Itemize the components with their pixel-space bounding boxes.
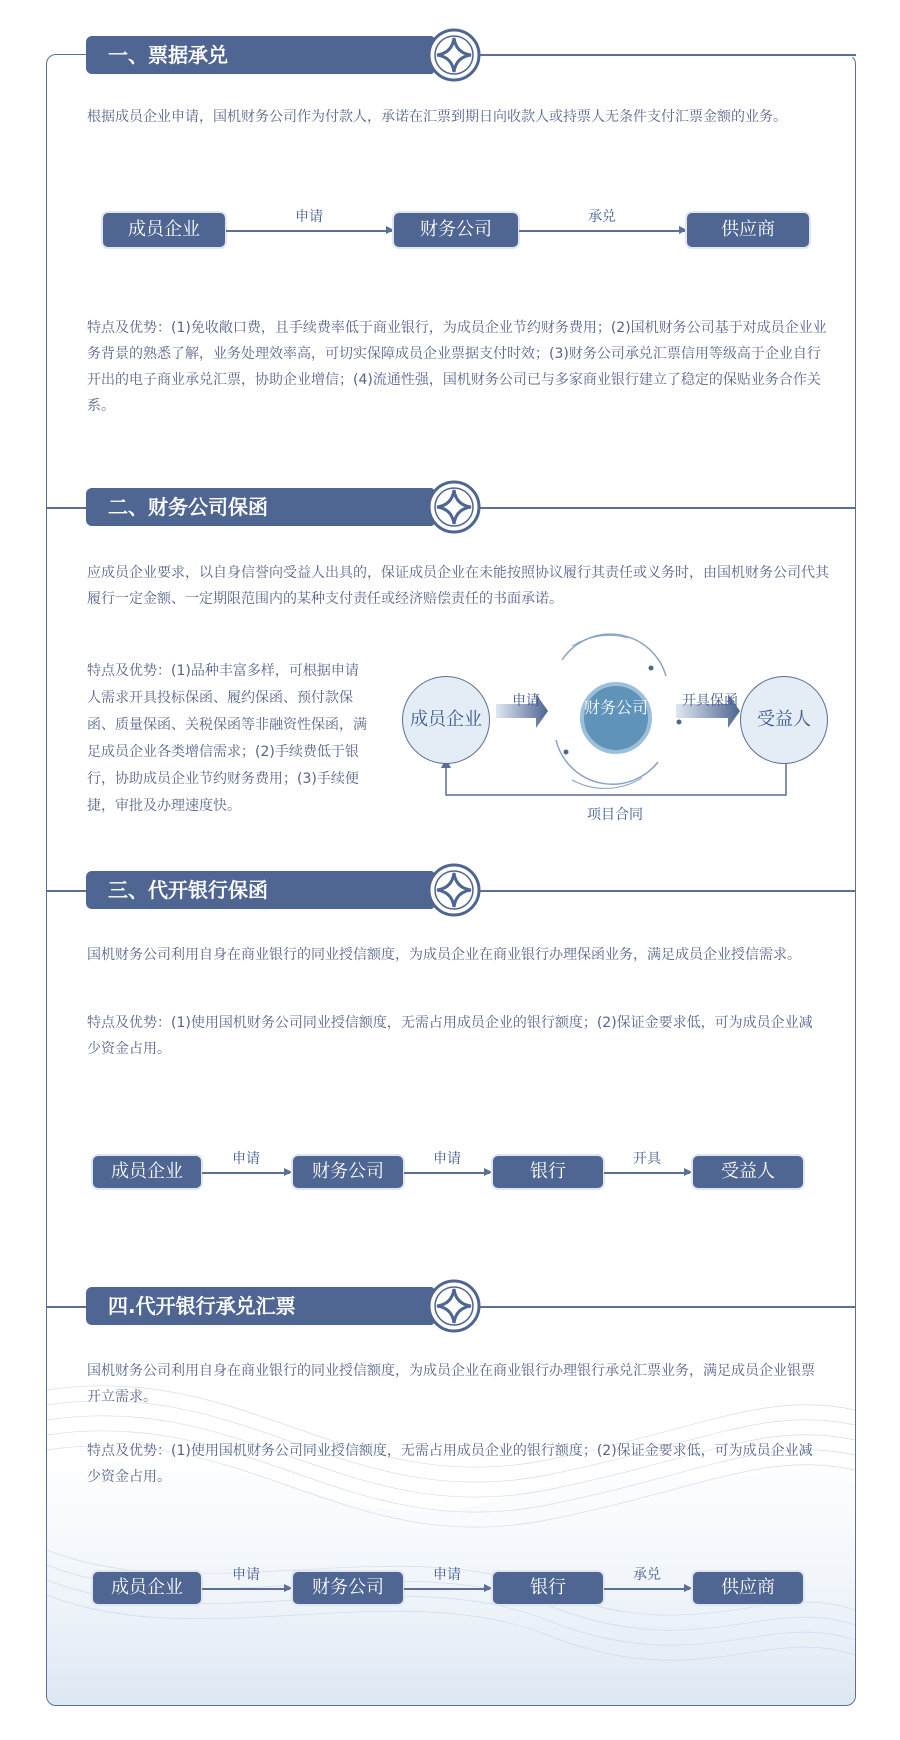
flow4-node-supplier: 供应商	[693, 1572, 803, 1604]
diagram-label-issue: 开具保函	[682, 693, 738, 709]
section3-features: 特点及优势：(1)使用国机财务公司同业授信额度，无需占用成员企业的银行额度；(2)保证金要求低，可为成员企业减少资金占用。	[87, 1015, 813, 1057]
section3-title: 三、代开银行保函	[86, 871, 432, 909]
section1-description: 根据成员企业申请，国机财务公司作为付款人，承诺在汇票到期日向收款人或持票人无条件支付汇票金额的业务。	[87, 109, 787, 125]
section2-rule-left	[46, 507, 88, 509]
section4-rule-left	[46, 1306, 88, 1308]
flow1-arrow-1	[226, 230, 392, 232]
section4-rule	[480, 1306, 856, 1308]
section4-features: 特点及优势：(1)使用国机财务公司同业授信额度，无需占用成员企业的银行额度；(2)保证金要求低，可为成员企业减少资金占用。	[87, 1443, 813, 1485]
flow3-arrow-3	[604, 1172, 690, 1174]
flow3-label-3: 开具	[633, 1151, 661, 1167]
flow3-arrow-1	[202, 1172, 290, 1174]
flow4-label-3: 承兑	[633, 1567, 661, 1583]
diagram-node-member: 成员企业	[402, 676, 490, 764]
flow3-node-bank: 银行	[493, 1156, 603, 1188]
section1-features: 特点及优势：(1)免收敞口费，且手续费率低于商业银行，为成员企业节约财务费用；(2)国机财务公司基于对成员企业业务背景的熟悉了解，业务处理效率高，可切实保障成员企业票据支付时效；(3)财务公司承兑汇票信用等级高于企业自行开出的电子商业承兑汇票，协助企业增信；(4)流通性强，国机财务公司已与多家商业银行建立了稳定的保贴业务合作关系。	[87, 320, 827, 414]
section4-title: 四.代开银行承兑汇票	[86, 1287, 432, 1325]
section2-features: 特点及优势：(1)品种丰富多样，可根据申请人需求开具投标保函、履约保函、预付款保函、质量保函、关税保函等非融资性保函，满足成员企业各类增信需求；(2)手续费低于银行，协助成员企业节约财务费用；(3)手续便捷，审批及办理速度快。	[87, 663, 367, 814]
diagram-node-finance: 财务公司	[580, 682, 652, 754]
section1-rule	[480, 54, 856, 56]
section3-rule	[480, 890, 856, 892]
flow4-node-member: 成员企业	[93, 1572, 201, 1604]
emblem-icon	[427, 863, 481, 917]
flow1-node-finance: 财务公司	[394, 213, 518, 247]
diagram-label-apply: 申请	[512, 693, 540, 709]
section2-rule	[480, 507, 856, 509]
flow4-node-finance: 财务公司	[293, 1572, 403, 1604]
flow3-label-1: 申请	[232, 1151, 260, 1167]
emblem-icon	[427, 1279, 481, 1333]
diagram-label-contract: 项目合同	[587, 807, 643, 823]
flow3-node-finance: 财务公司	[293, 1156, 403, 1188]
diagram-node-beneficiary: 受益人	[740, 676, 828, 764]
section2-title: 二、财务公司保函	[86, 488, 432, 526]
flow4-arrow-1	[202, 1588, 290, 1590]
flow3-label-2: 申请	[433, 1151, 461, 1167]
flow4-label-1: 申请	[232, 1567, 260, 1583]
flow3-node-beneficiary: 受益人	[693, 1156, 803, 1188]
flow3-node-member: 成员企业	[93, 1156, 201, 1188]
flow1-node-member: 成员企业	[103, 213, 225, 247]
flow4-arrow-3	[604, 1588, 690, 1590]
emblem-icon	[427, 480, 481, 534]
flow1-label-1: 申请	[295, 209, 323, 225]
flow4-arrow-2	[404, 1588, 490, 1590]
flow3-arrow-2	[404, 1172, 490, 1174]
section2-description: 应成员企业要求，以自身信誉向受益人出具的，保证成员企业在未能按照协议履行其责任或义务时，由国机财务公司代其履行一定金额、一定期限范围内的某种支付责任或经济赔偿责任的书面承诺。	[87, 565, 829, 607]
section1-title: 一、票据承兑	[86, 36, 432, 74]
flow1-label-2: 承兑	[588, 209, 616, 225]
section3-rule-left	[46, 890, 88, 892]
flow1-node-supplier: 供应商	[687, 213, 809, 247]
section4-description: 国机财务公司利用自身在商业银行的同业授信额度，为成员企业在商业银行办理银行承兑汇票业务，满足成员企业银票开立需求。	[87, 1363, 815, 1405]
flow4-label-2: 申请	[433, 1567, 461, 1583]
section3-description: 国机财务公司利用自身在商业银行的同业授信额度，为成员企业在商业银行办理保函业务，满足成员企业授信需求。	[87, 947, 801, 963]
emblem-icon	[427, 28, 481, 82]
flow4-node-bank: 银行	[493, 1572, 603, 1604]
flow1-arrow-2	[519, 230, 685, 232]
